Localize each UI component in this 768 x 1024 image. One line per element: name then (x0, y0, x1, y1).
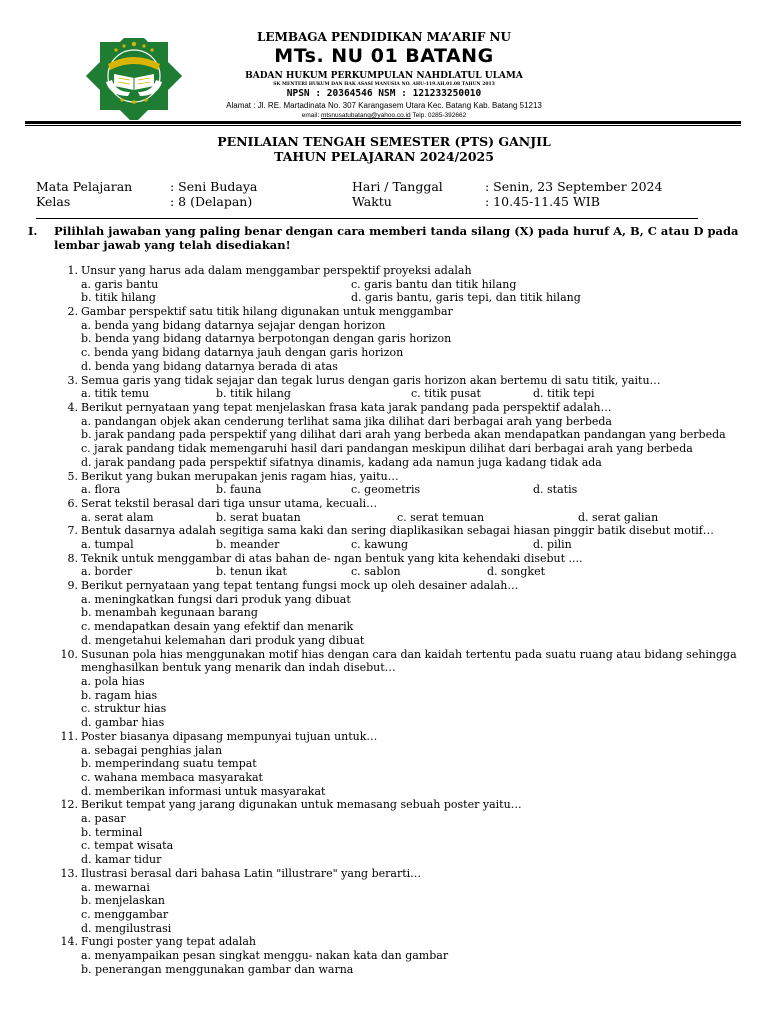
answer-options-row (81, 511, 756, 525)
question-text: Gambar perspektif satu titik hilang digunakan untuk menggambar (81, 305, 453, 319)
question-text: Fungi poster yang tepat adalah (81, 935, 257, 949)
answer-option: a. titik temu (81, 387, 150, 401)
letterhead-text (190, 30, 578, 120)
answer-option: c. kawung (351, 537, 409, 551)
answer-options (81, 483, 756, 497)
answer-option: d. jarak pandang pada perspektif sifatnya dinamis, kadang ada namun juga kadang tidak ada (81, 455, 602, 469)
question-number: 2. (67, 305, 78, 319)
answer-option: b. benda yang bidang datarnya berpotongan dengan garis horizon (81, 332, 452, 346)
question-item (56, 730, 756, 799)
date-value: : Senin, 23 September 2024 (485, 179, 663, 194)
answer-option: d. mengilustrasi (81, 921, 172, 935)
answer-option: d. benda yang bidang datarnya berada di atas (81, 359, 338, 373)
answer-options (81, 812, 756, 867)
question-number: 12. (60, 798, 78, 812)
answer-options (81, 319, 756, 374)
answer-options-row (81, 278, 756, 292)
answer-option: d. memberikan informasi untuk masyarakat (81, 784, 326, 798)
answer-option: d. songket (487, 565, 546, 579)
question-text: Serat tekstil berasal dari tiga unsur utama, kecuali… (81, 496, 378, 510)
question-text: Poster biasanya dipasang mempunyai tujuan untuk… (81, 729, 378, 743)
answer-option: b. meander (216, 537, 280, 551)
question-text: Berikut pernyataan yang tepat menjelaskan frasa kata jarak pandang pada perspektif adalah… (81, 400, 612, 414)
letterhead (0, 0, 768, 125)
question-text: Ilustrasi berasal dari bahasa Latin "illustrare" yang berarti… (81, 866, 422, 880)
question-item (56, 401, 756, 470)
answer-option: d. serat galian (578, 510, 659, 524)
answer-option: d. garis bantu, garis tepi, dan titik hilang (351, 291, 581, 305)
answer-option: b. tenun ikat (216, 565, 287, 579)
answer-option: b. titik hilang (81, 291, 156, 305)
answer-option: c. titik pusat (411, 387, 481, 401)
answer-option: d. pilin (533, 537, 572, 551)
question-text: Teknik untuk menggambar di atas bahan de- ngan bentuk yang kita kehendaki disebut .... (81, 551, 583, 565)
legal-body: BADAN HUKUM PERKUMPULAN NAHDLATUL ULAMA (245, 71, 523, 81)
class-label: Kelas (36, 194, 71, 209)
answer-options (81, 278, 756, 305)
answer-options (81, 387, 756, 401)
time-label: Waktu (352, 194, 392, 209)
answer-options-row (81, 291, 756, 305)
header-divider-thick (25, 121, 741, 124)
answer-option: b. ragam hias (81, 688, 158, 702)
subject-value: : Seni Budaya (170, 179, 258, 194)
question-item (56, 497, 756, 524)
answer-options (81, 949, 756, 976)
answer-options (81, 565, 756, 579)
answer-option: a. garis bantu (81, 277, 159, 291)
answer-option: d. gambar hias (81, 716, 165, 730)
question-number: 8. (67, 551, 78, 565)
question-item (56, 798, 756, 867)
answer-option: b. titik hilang (216, 387, 291, 401)
answer-options (81, 538, 756, 552)
question-number: 11. (60, 729, 78, 743)
exam-title-line1: PENILAIAN TENGAH SEMESTER (PTS) GANJIL (217, 134, 551, 149)
exam-info (36, 179, 736, 209)
answer-option: c. mendapatkan desain yang efektif dan menarik (81, 620, 354, 634)
question-item (56, 264, 756, 305)
answer-option: b. memperindang suatu tempat (81, 757, 257, 771)
question-text: Berikut tempat yang jarang digunakan untuk memasang sebuah poster yaitu… (81, 798, 522, 812)
answer-option: c. wahana membaca masyarakat (81, 770, 263, 784)
answer-option: b. penerangan menggunakan gambar dan warna (81, 962, 354, 976)
answer-option: a. border (81, 565, 133, 579)
question-text: Semua garis yang tidak sejajar dan tegak lurus dengan garis horizon akan bertemu di satu titik, yaitu… (81, 373, 661, 387)
answer-option: c. garis bantu dan titik hilang (351, 277, 517, 291)
npsn-line: NPSN : 20364546 NSM : 121233250010 (286, 88, 482, 99)
decree-line: SK MENTERI HUKUM DAN HAK ASASI MANUSIA NO. AHU-119.AH.01.08 TAHUN 2013 (273, 82, 495, 87)
answer-option: a. flora (81, 483, 121, 497)
section-number: I. (28, 224, 38, 238)
answer-option: c. serat temuan (397, 510, 485, 524)
answer-option: c. menggambar (81, 907, 169, 921)
header-divider-thin (25, 125, 741, 126)
answer-option: d. mengetahui kelemahan dari produk yang dibuat (81, 633, 365, 647)
answer-option: b. fauna (216, 483, 262, 497)
answer-option: a. menyampaikan pesan singkat menggu- nakan kata dan gambar (81, 949, 449, 963)
question-number: 9. (67, 579, 78, 593)
answer-option: a. tumpal (81, 537, 134, 551)
answer-option: a. pasar (81, 812, 126, 826)
question-text: Berikut pernyataan yang tepat tentang fungsi mock up oleh desainer adalah… (81, 579, 519, 593)
question-number: 10. (60, 647, 78, 661)
question-list (56, 264, 756, 976)
answer-option: c. geometris (351, 483, 421, 497)
answer-option: b. terminal (81, 825, 143, 839)
answer-option: d. titik tepi (533, 387, 595, 401)
answer-option: b. jarak pandang pada perspektif yang dilihat dari arah yang berbeda akan mendapatkan pandangan yang berbeda (81, 428, 726, 442)
answer-option: a. meningkatkan fungsi dari produk yang dibuat (81, 592, 351, 606)
section-instruction (28, 224, 744, 252)
answer-options-row (81, 387, 756, 401)
question-item (56, 305, 756, 374)
answer-options (81, 744, 756, 799)
answer-options-row (81, 483, 756, 497)
info-row-2 (36, 194, 736, 209)
answer-option: c. jarak pandang tidak memengaruhi hasil dari pandangan meskipun dilihat dari berbagai arah yang berbeda (81, 442, 693, 456)
answer-option: a. pandangan objek akan cenderung terlihat sama jika dilihat dari berbagai arah yang berbeda (81, 414, 612, 428)
answer-option: c. struktur hias (81, 702, 167, 716)
question-number: 5. (67, 469, 78, 483)
answer-option: a. sebagai penghias jalan (81, 743, 223, 757)
question-item (56, 935, 756, 976)
answer-option: d. kamar tidur (81, 853, 162, 867)
date-label: Hari / Tanggal (352, 179, 443, 194)
question-number: 1. (67, 264, 78, 277)
answer-option: c. tempat wisata (81, 839, 174, 853)
question-text: Bentuk dasarnya adalah segitiga sama kaki dan sering diaplikasikan sebagai hiasan pinggir batik disebut motif… (81, 524, 714, 538)
email-link[interactable]: mtsnusatubatang@yahoo.co.id (320, 112, 411, 119)
question-number: 13. (60, 866, 78, 880)
answer-options (81, 511, 756, 525)
school-name: MTs. NU 01 BATANG (274, 45, 494, 67)
answer-option: d. statis (533, 483, 578, 497)
answer-options (81, 415, 756, 470)
question-number: 3. (67, 373, 78, 387)
question-item (56, 552, 756, 579)
answer-option: a. benda yang bidang datarnya sejajar dengan horizon (81, 318, 386, 332)
class-value: : 8 (Delapan) (170, 194, 253, 209)
question-item (56, 470, 756, 497)
exam-title (0, 134, 768, 164)
answer-options-row (81, 538, 756, 552)
institution-name: LEMBAGA PENDIDIKAN MA’ARIF NU (256, 30, 511, 44)
question-number: 14. (60, 935, 78, 949)
info-divider (36, 218, 698, 219)
answer-option: b. menjelaskan (81, 894, 166, 908)
answer-option: a. mewarnai (81, 880, 150, 894)
question-number: 7. (67, 524, 78, 538)
answer-options-row (81, 565, 756, 579)
answer-option: a. serat alam (81, 510, 154, 524)
address-line: Alamat : Jl. RE. Martadinata No. 307 Karangasem Utara Kec. Batang Kab. Batang 51213 (226, 101, 542, 110)
exam-title-line2: TAHUN PELAJARAN 2024/2025 (274, 149, 494, 164)
answer-options (81, 675, 756, 730)
question-text: Berikut yang bukan merupakan jenis ragam hias, yaitu… (81, 469, 399, 483)
question-item (56, 524, 756, 551)
answer-options (81, 881, 756, 936)
question-item (56, 648, 756, 730)
instruction-text: Pilihlah jawaban yang paling benar dengan cara memberi tanda silang (X) pada huruf A, B, C atau D pada lembar jawab yang telah disediakan! (54, 224, 739, 252)
question-item (56, 867, 756, 936)
phone: Telp. 0285-392662 (412, 112, 467, 119)
answer-option: b. menambah kegunaan barang (81, 606, 258, 620)
time-value: : 10.45-11.45 WIB (485, 194, 600, 209)
question-text: Susunan pola hias menggunakan motif hias dengan cara dan kaidah tertentu pada suatu ruang atau bidang sehingga menghasilkan bentuk yang menarik dan indah disebut… (81, 647, 737, 675)
email-label: email: (301, 112, 320, 119)
answer-option: c. sablon (351, 565, 401, 579)
question-number: 6. (67, 496, 78, 510)
subject-label: Mata Pelajaran (36, 179, 133, 194)
answer-option: b. serat buatan (216, 510, 301, 524)
question-number: 4. (67, 400, 78, 414)
answer-options (81, 593, 756, 648)
answer-option: a. pola hias (81, 674, 145, 688)
question-text: Unsur yang harus ada dalam menggambar perspektif proyeksi adalah (81, 264, 472, 277)
contact-line (190, 111, 578, 120)
answer-option: c. benda yang bidang datarnya jauh dengan garis horizon (81, 346, 404, 360)
info-row-1 (36, 179, 736, 194)
question-item (56, 579, 756, 648)
question-item (56, 374, 756, 401)
